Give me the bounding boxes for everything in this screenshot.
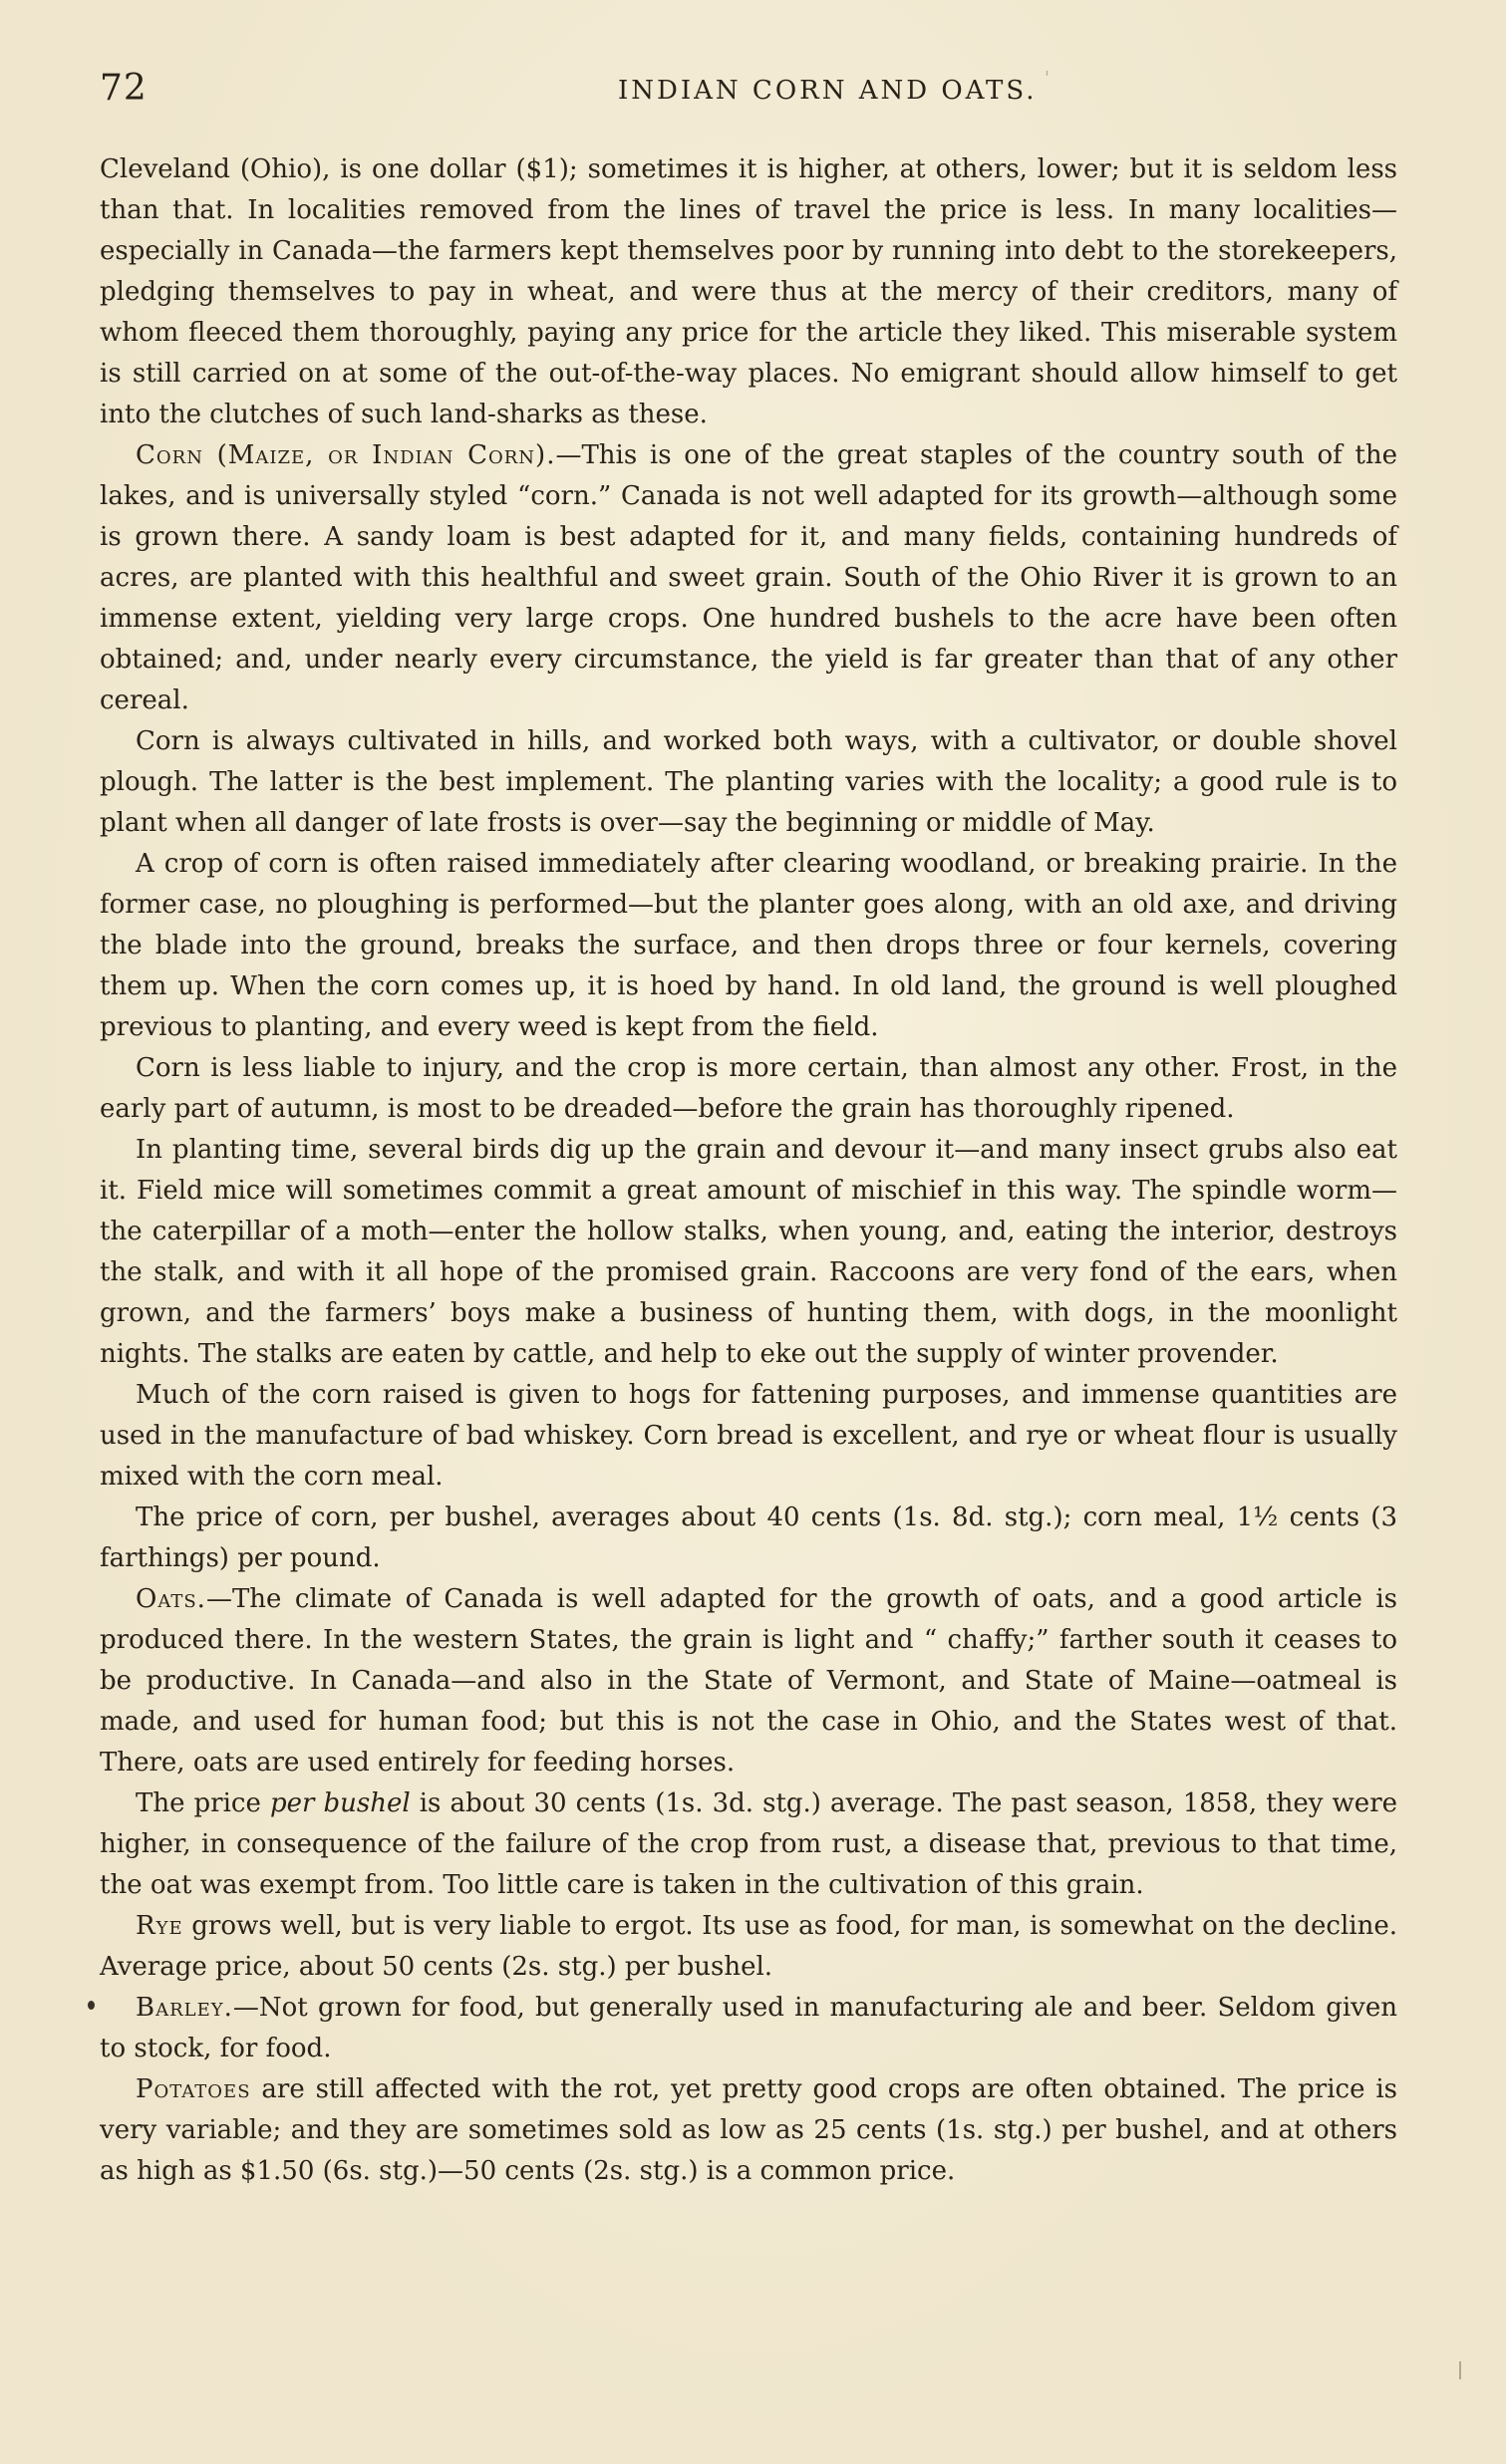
paragraph-oats-price [100,1783,1397,1906]
paragraph-text: —This is one of the great staples of the country south of the lakes, and is universally styled “corn.” Canada is not well adapted for its growth—although some is grown there. A sandy loam is best adapted for it, and many fields, containing hundreds of acres, are planted with this healthful and sweet grain. South of the Ohio River it is grown to an immense extent, yielding very large crops. One hundred bushels to the acre have been often obtained; and, under nearly every circumstance, the yield is far greater than that of any other cereal. [100,440,1397,715]
running-head: INDIAN CORN AND OATS. [618,76,1038,106]
paragraph-oats [100,1579,1397,1783]
section-lead-potatoes: Potatoes [136,2074,251,2104]
paragraph-rye [100,1906,1397,1988]
ink-tick [1459,2361,1461,2379]
paragraph-corn-crop [100,844,1397,1048]
paragraph-cleveland-price [100,149,1397,435]
paragraph-text: Corn is less liable to injury, and the crop is more certain, than almost any other. Frost, in the early part of autumn, is most to be dreaded—before the grain has thoroughly ripened. [100,1053,1397,1124]
paragraph-text-before: The price [136,1788,270,1818]
paragraph-text: are still affected with the rot, yet pretty good crops are often obtained. The price is very variable; and they are sometimes sold as low as 25 cents (1s. stg.) per bushel, and at others as high as $1.50 (6s. stg.)—50 cents (2s. stg.) is a common price. [100,2074,1397,2186]
paragraph-potatoes [100,2069,1397,2192]
paragraph-corn-cultivation [100,721,1397,844]
section-lead-corn: Corn (Maize, or Indian Corn). [136,440,556,470]
body-text [100,149,1397,2192]
paragraph-text: The price of corn, per bushel, averages about 40 cents (1s. 8d. stg.); corn meal, 1½ cents (3 farthings) per pound. [100,1503,1397,1573]
paragraph-corn-injury [100,1048,1397,1130]
paragraph-text: —Not grown for food, but generally used in manufacturing ale and beer. Seldom given to stock, for food. [100,1993,1397,2063]
paragraph-corn [100,435,1397,721]
paragraph-corn-pests [100,1130,1397,1375]
paragraph-barley [100,1988,1397,2069]
paragraph-corn-uses [100,1375,1397,1498]
paragraph-text: A crop of corn is often raised immediately after clearing woodland, or breaking prairie. In the former case, no ploughing is performed—but the planter goes along, with an old axe, and driving the blade into the ground, breaks the surface, and then drops three or four kernels, covering them up. When the corn comes up, it is hoed by hand. In old land, the ground is well ploughed previous to planting, and every weed is kept from the field. [100,849,1397,1042]
paragraph-text: Cleveland (Ohio), is one dollar ($1); sometimes it is higher, at others, lower; but it is seldom less than that. In localities removed from the lines of travel the price is less. In many localities—especially in Canada—the farmers kept themselves poor by running into debt to the storekeepers, pledging themselves to pay in wheat, and were thus at the mercy of their creditors, many of whom fleeced them thoroughly, paying any price for the article they liked. This miserable system is still carried on at some of the out-of-the-way places. No emigrant should allow himself to get into the clutches of such land-sharks as these. [100,154,1397,429]
page-number: 72 [100,68,148,109]
paragraph-text: Much of the corn raised is given to hogs for fattening purposes, and immense quantities are used in the manufacture of bad whiskey. Corn bread is excellent, and rye or wheat flour is usually mixed with the corn meal. [100,1380,1397,1492]
section-lead-barley: Barley. [136,1993,233,2023]
paragraph-text: is about 30 cents (1s. 3d. stg.) average. The past season, 1858, they were higher, in consequence of the failure of the crop from rust, a disease that, previous to that time, the oat was exempt from. Too little care is taken in the cultivation of this grain. [100,1788,1398,1900]
section-lead-rye: Rye [136,1911,183,1941]
page-header [100,68,1395,118]
margin-mark: ' [1045,68,1050,89]
paragraph-text: —The climate of Canada is well adapted for the growth of oats, and a good article is produced there. In the western States, the grain is light and “ chaffy;” farther south it ceases to be productive. In Canada—and also in the State of Vermont, and State of Maine—oatmeal is made, and used for human food; but this is not the case in Ohio, and the States west of that. There, oats are used entirely for feeding horses. [100,1584,1397,1778]
section-lead-oats: Oats. [136,1584,206,1614]
italic-phrase: per bushel [269,1788,411,1818]
paragraph-corn-price [100,1498,1397,1579]
paragraph-text: Corn is always cultivated in hills, and worked both ways, with a cultivator, or double shovel plough. The latter is the best implement. The planting varies with the locality; a good rule is to plant when all danger of late frosts is over—say the beginning or middle of May. [100,726,1397,838]
paragraph-text: In planting time, several birds dig up the grain and devour it—and many insect grubs also eat it. Field mice will sometimes commit a great amount of mischief in this way. The spindle worm—the caterpillar of a moth—enter the hollow stalks, when young, and, eating the interior, destroys the stalk, and with it all hope of the promised grain. Raccoons are very fond of the ears, when grown, and the farmers’ boys make a business of hunting them, with dogs, in the moonlight nights. The stalks are eaten by cattle, and help to eke out the supply of winter provender. [100,1135,1397,1369]
paragraph-text: grows well, but is very liable to ergot. Its use as food, for man, is somewhat on the decline. Average price, about 50 cents (2s. stg.) per bushel. [100,1911,1397,1982]
ink-speck [88,2001,95,2010]
